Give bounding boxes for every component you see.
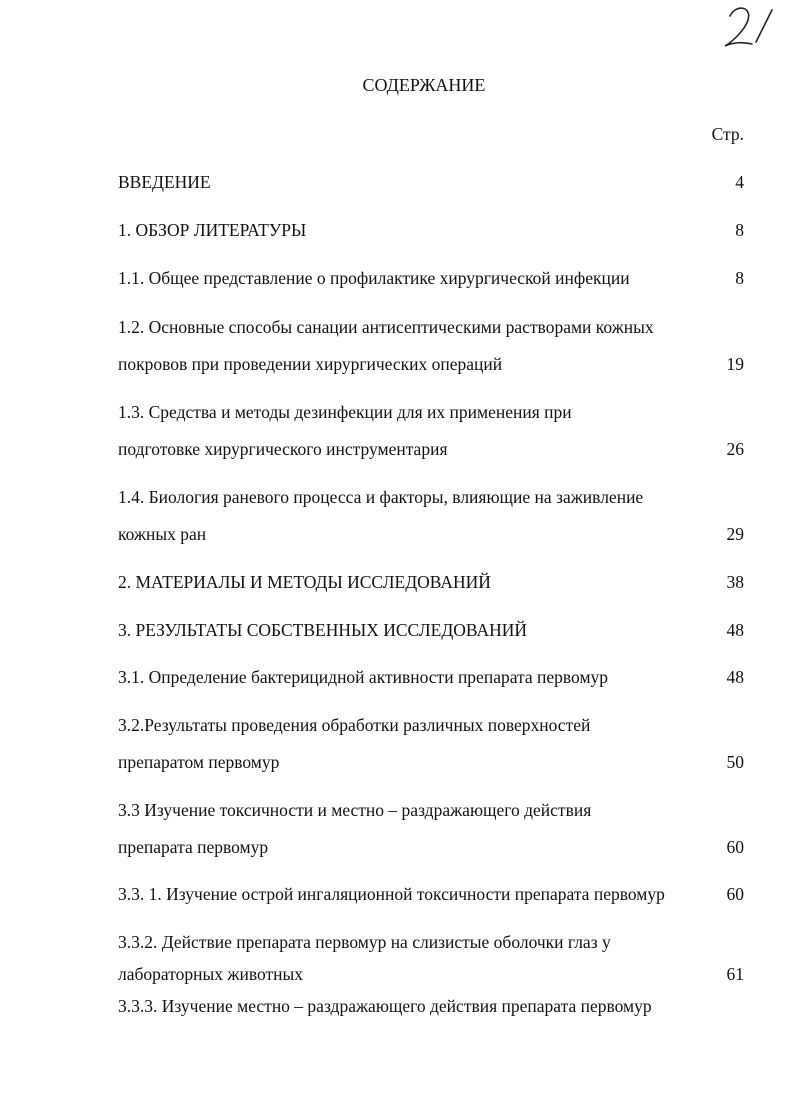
toc-entry-page: 50 [726,752,744,772]
toc-entry-page: 61 [726,964,744,984]
toc-entry-text: 1. ОБЗОР ЛИТЕРАТУРЫ [118,220,307,240]
page-title: СОДЕРЖАНИЕ [362,75,486,95]
page-column-header: Стр. [711,124,744,144]
toc-entry-page: 8 [735,268,744,288]
toc-entry-text: 3.2.Результаты проведения обработки различных поверхностей [118,715,591,735]
toc-entry-text: 1.3. Средства и методы дезинфекции для их применения при [118,402,572,422]
toc-entry-text: ВВЕДЕНИЕ [118,172,211,192]
toc-entry-text-line2: лабораторных животных [118,964,304,984]
toc-entry-text-line2: кожных ран [118,524,207,544]
toc-entry-page: 4 [735,172,744,192]
toc-entry-text-line2: препаратом первомур [118,752,280,772]
toc-entry-page: 48 [726,667,744,687]
toc-entry-text: 3.3 Изучение токсичности и местно – раздражающего действия [118,800,592,820]
toc-entry-text-line2: подготовке хирургического инструментария [118,439,448,459]
toc-entry-text: 3. РЕЗУЛЬТАТЫ СОБСТВЕННЫХ ИССЛЕДОВАНИЙ [118,620,528,640]
toc-entry-text: 1.4. Биология раневого процесса и факторы, влияющие на заживление [118,487,644,507]
toc-entry-text: 3.3.2. Действие препарата первомур на слизистые оболочки глаз у [118,932,611,952]
toc-entry-text-line2: покровов при проведении хирургических операций [118,354,503,374]
toc-entry-page: 29 [726,524,744,544]
toc-entry-text: 3.3.3. Изучение местно – раздражающего действия препарата первомур [118,996,652,1016]
toc-entry-page: 38 [726,572,744,592]
toc-entry-page: 8 [735,220,744,240]
handwritten-page-number [722,2,778,52]
toc-entry-text-line2: препарата первомур [118,837,269,857]
toc-entry-text: 3.3. 1. Изучение острой ингаляционной токсичности препарата первомур [118,884,665,904]
toc-entry-text: 2. МАТЕРИАЛЫ И МЕТОДЫ ИССЛЕДОВАНИЙ [118,572,491,592]
toc-entry-text: 3.1. Определение бактерицидной активности препарата первомур [118,667,609,687]
toc-entry-page: 60 [726,837,744,857]
toc-entry-page: 60 [726,884,744,904]
toc-entry-text: 1.2. Основные способы санации антисептическими растворами кожных [118,317,654,337]
toc-entry-page: 48 [726,620,744,640]
toc-entry-page: 26 [726,439,744,459]
toc-entry-text: 1.1. Общее представление о профилактике хирургической инфекции [118,268,630,288]
toc-entry-page: 19 [726,354,744,374]
